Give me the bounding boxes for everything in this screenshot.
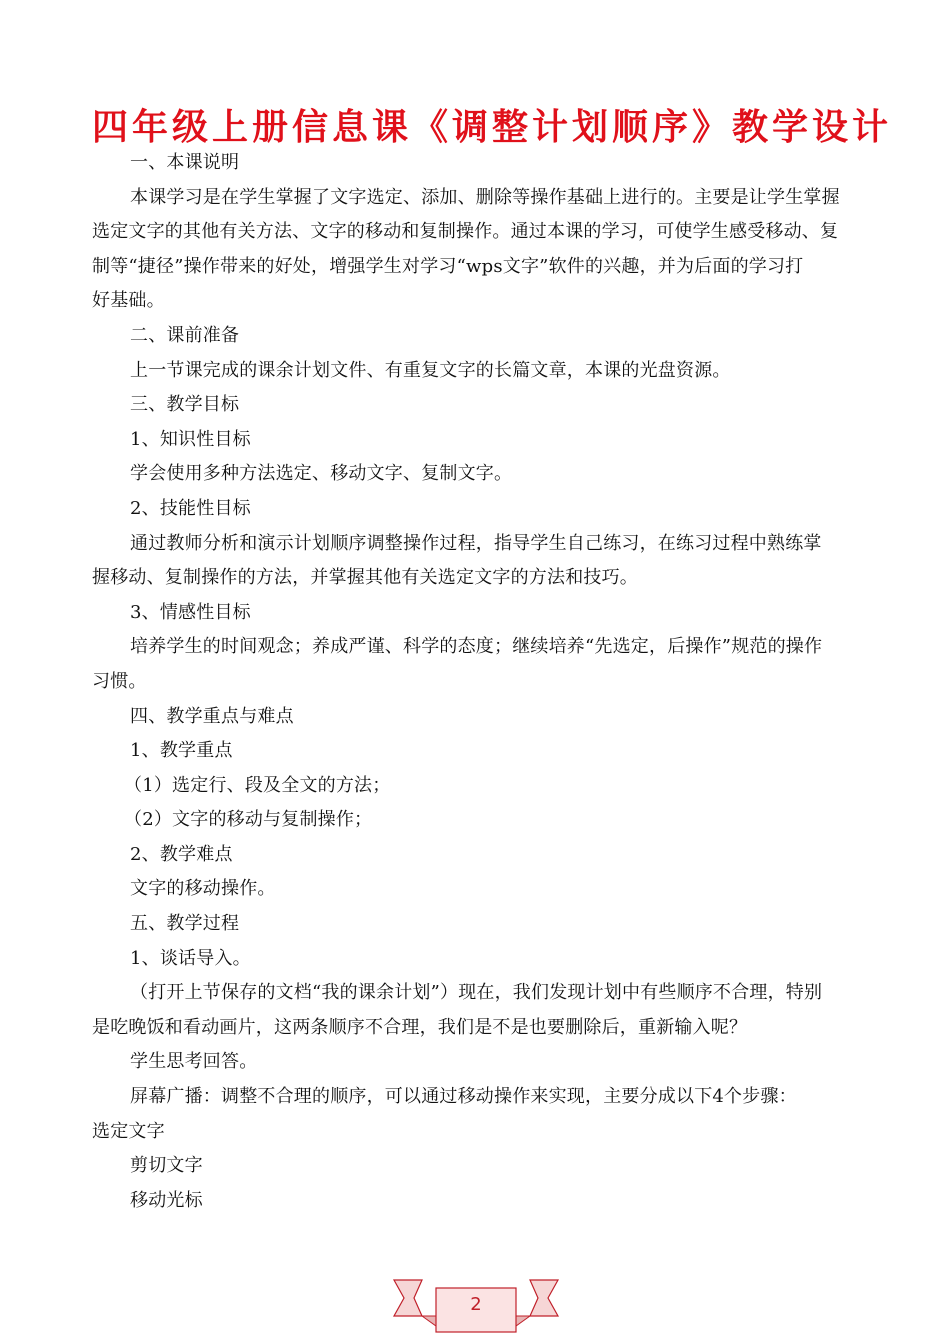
list-item: （1）选定行、段及全文的方法； <box>124 774 391 796</box>
paragraph-line: （打开上节保存的文档“我的课余计划”）现在，我们发现计划中有些顺序不合理，特别 <box>130 982 823 1004</box>
subsection-heading: 2、技能性目标 <box>130 497 251 519</box>
paragraph-line: 移动光标 <box>130 1189 203 1211</box>
section-heading: 三、教学目标 <box>130 394 240 416</box>
page-number-ribbon <box>392 1270 560 1334</box>
paragraph-line: 培养学生的时间观念；养成严谨、科学的态度；继续培养“先选定，后操作”规范的操作 <box>130 636 823 658</box>
paragraph-line: 选定文字 <box>92 1120 165 1142</box>
subsection-heading: 1、知识性目标 <box>130 428 251 450</box>
subsection-heading: 2、教学难点 <box>130 843 233 865</box>
subsection-heading: 1、教学重点 <box>130 740 233 762</box>
paragraph-line: 剪切文字 <box>130 1155 203 1177</box>
paragraph-line: 通过教师分析和演示计划顺序调整操作过程，指导学生自己练习，在练习过程中熟练掌 <box>130 532 822 554</box>
paragraph-line: 屏幕广播：调整不合理的顺序，可以通过移动操作来实现，主要分成以下4个步骤： <box>130 1086 797 1108</box>
paragraph-line: 上一节课完成的课余计划文件、有重复文字的长篇文章，本课的光盘资源。 <box>130 359 731 381</box>
document-body <box>92 146 860 1218</box>
paragraph-line: 本课学习是在学生掌握了文字选定、添加、删除等操作基础上进行的。主要是让学生掌握 <box>130 186 840 208</box>
section-heading: 五、教学过程 <box>130 913 240 935</box>
paragraph-line: 握移动、复制操作的方法，并掌握其他有关选定文字的方法和技巧。 <box>92 567 638 589</box>
paragraph-line: 选定文字的其他有关方法、文字的移动和复制操作。通过本课的学习，可使学生感受移动、复 <box>92 221 839 243</box>
page-number: 2 <box>470 1294 482 1315</box>
paragraph-line: 文字的移动操作。 <box>130 878 276 900</box>
subsection-heading: 1、谈话导入。 <box>130 947 251 969</box>
paragraph-line: 好基础。 <box>92 290 165 312</box>
subsection-heading: 3、情感性目标 <box>130 601 251 623</box>
section-heading: 一、本课说明 <box>130 152 240 173</box>
paragraph-line: 是吃晚饭和看动画片，这两条顺序不合理，我们是不是也要删除后，重新输入呢？ <box>92 1016 748 1038</box>
list-item: （2）文字的移动与复制操作； <box>124 809 373 831</box>
paragraph-line: 制等“捷径”操作带来的好处，增强学生对学习“wps文字”软件的兴趣，并为后面的学习打 <box>92 255 804 277</box>
section-heading: 四、教学重点与难点 <box>130 705 294 727</box>
section-heading: 二、课前准备 <box>130 324 240 346</box>
document-title: 四年级上册信息课《调整计划顺序》教学设计 <box>92 107 893 148</box>
paragraph-line: 习惯。 <box>92 670 147 692</box>
paragraph-line: 学生思考回答。 <box>130 1051 258 1073</box>
paragraph-line: 学会使用多种方法选定、移动文字、复制文字。 <box>130 463 513 485</box>
